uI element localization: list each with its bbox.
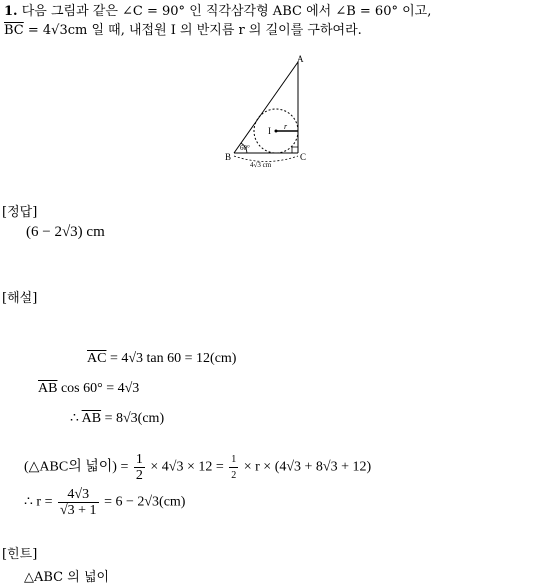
solution-line-4 [24,452,371,483]
r-label: ∴ r = [24,494,56,510]
label-a: A [297,55,304,64]
area-expr: × 4√3 × 12 = [146,459,228,475]
label-b: B [225,152,232,162]
segment-ac: $\overline{AC}$ [87,351,107,366]
problem-line-1 [4,0,431,19]
fraction-den: 2 [135,468,143,483]
fraction-num: 1 [135,452,143,467]
answer-value: (6 − 2√3) cm [26,224,105,240]
segment-ab: $\overline{AB}$ [38,381,58,396]
problem-text-2: = 4√3cm 일 때, 내접원 I 의 반지름 r 의 길이를 구하여라. [23,23,362,38]
hint-heading: [힌트] [2,547,38,562]
answer-heading: [정답] [2,205,38,220]
hint-text: △ABC 의 넓이 [24,570,110,585]
label-c: C [300,152,307,162]
segment-ab-2: $\overline{AB}$ [81,411,102,426]
label-base: 4√3 cm [250,161,272,169]
fraction-r-den: √3 + 1 [59,503,97,518]
problem-text-1: 다음 그림과 같은 ∠C = 90° 인 직각삼각형 ABC 에서 ∠B = 60° 이고, [21,4,432,19]
fraction-den-small: 2 [231,470,237,481]
label-i: I [268,126,271,136]
label-r: r [284,122,288,131]
r-result: = 6 − 2√3(cm) [100,494,186,510]
therefore-symbol: ∴ [70,411,82,426]
fraction-half [134,452,145,483]
solution-line-1 [87,351,236,367]
solution-line-2-rest: cos 60° = 4√3 [57,381,140,396]
fraction-num-small: 1 [229,452,238,468]
fraction-r-num: 4√3 [58,487,99,503]
fraction-half-small [229,452,238,483]
problem-number: 1. [4,4,18,19]
right-angle-mark [292,147,298,153]
solution-line-2 [38,381,139,397]
label-angle-b: 60° [240,144,250,152]
problem-line-2 [4,19,362,38]
fraction-r [58,487,99,518]
solution-line-3-rest: = 8√3(cm) [101,411,165,426]
triangle-figure [220,55,320,170]
area-expr-end: × r × (4√3 + 8√3 + 12) [240,459,372,475]
solution-line-1-rest: = 4√3 tan 60 = 12(cm) [106,351,237,366]
solution-line-5 [24,487,185,518]
solution-line-3 [70,410,164,427]
side-ab [234,62,298,153]
area-label: (△ABC의 넓이) = [24,459,132,475]
segment-bc: $\overline{BC}$ [4,23,24,38]
solution-heading: [해설] [2,291,38,306]
